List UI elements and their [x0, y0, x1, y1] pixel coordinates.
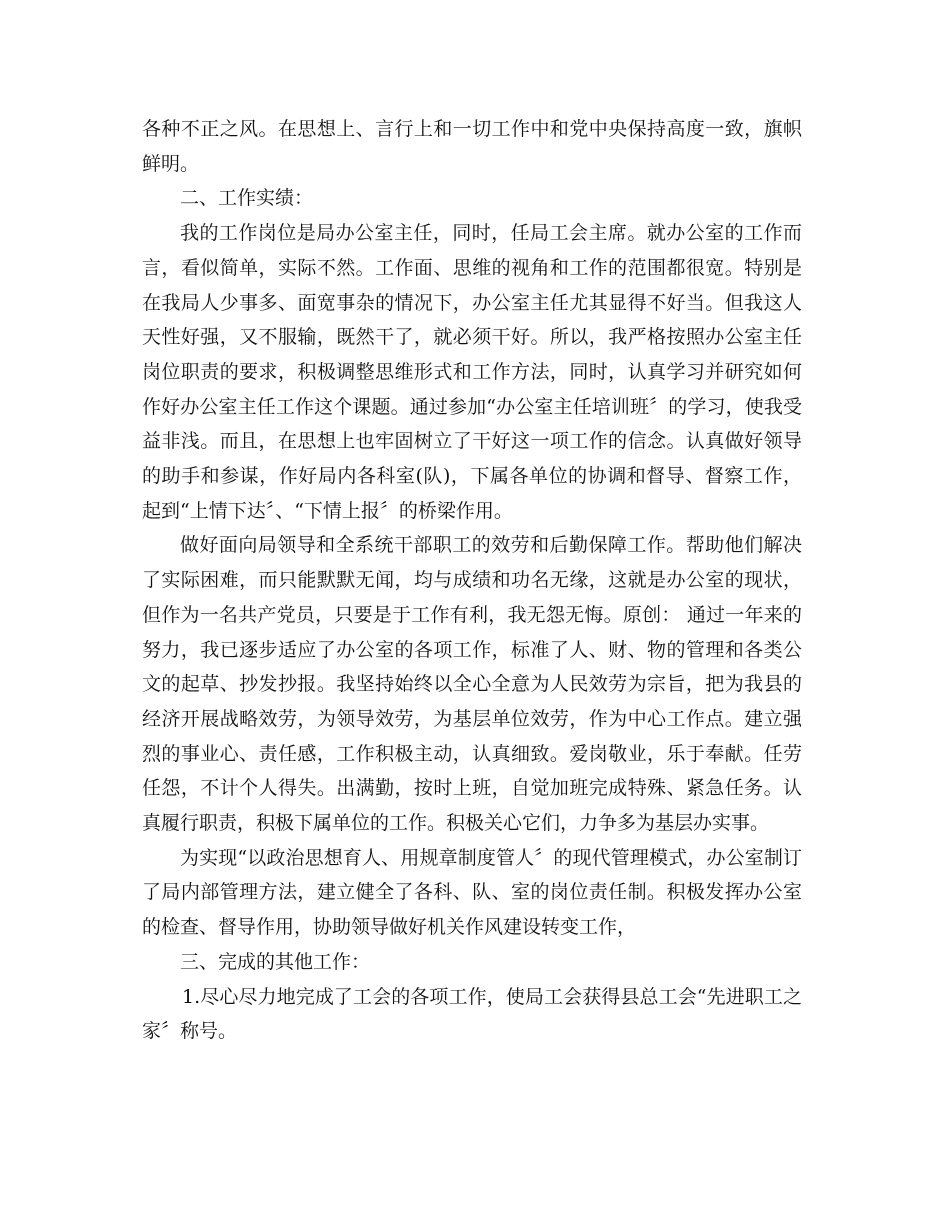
paragraph-management-model: 为实现“以政治思想育人、用规章制度管人〞的现代管理模式，办公室制订了局内部管理方法，建立健全了各科、队、室的岗位责任制。积极发挥办公室的检查、督导作用，协助领导做好机关作风建设转变工作， [142, 846, 802, 939]
paragraph-job-position: 我的工作岗位是局办公室主任，同时，任局工会主席。就办公室的工作而言，看似简单，实际不然。工作面、思维的视角和工作的范围都很宽。特别是在我局人少事多、面宽事杂的情况下，办公室主任尤其显得不好当。但我这人天性好强，又不服输，既然干了，就必须干好。所以，我严格按照办公室主任岗位职责的要求，积极调整思维形式和工作方法，同时，认真学习并研究如何作好办公室主任工作这个课题。通过参加“办公室主任培训班〞的学习，使我受益非浅。而且，在思想上也牢固树立了干好这一项工作的信念。认真做好领导的助手和参谋，作好局内各科室(队)，下属各单位的协调和督导、督察工作，起到“上情下达〞、“下情上报〞的桥梁作用。 [142, 222, 802, 522]
document-body [142, 112, 802, 1049]
list-item-union-work: 1.尽心尽力地完成了工会的各项工作，使局工会获得县总工会“先进职工之家〞称号。 [142, 985, 802, 1043]
paragraph-service-work: 做好面向局领导和全系统干部职工的效劳和后勤保障工作。帮助他们解决了实际困难，而只能默默无闻，均与成绩和功名无缘，这就是办公室的现状，但作为一名共产党员，只要是于工作有利，我无怨无悔。原创： 通过一年来的努力，我已逐步适应了办公室的各项工作，标准了人、财、物的管理和各类公文的起草、抄发抄报。我坚持始终以全心全意为人民效劳为宗旨，把为我县的经济开展战略效劳，为领导效劳，为基层单位效劳，作为中心工作点。建立强烈的事业心、责任感，工作积极主动，认真细致。爱岗敬业，乐于奉献。任劳任怨，不计个人得失。出满勤，按时上班，自觉加班完成特殊、紧急任务。认真履行职责，积极下属单位的工作。积极关心它们，力争多为基层办实事。 [142, 534, 802, 835]
section-heading-other-work: 三、完成的其他工作： [180, 950, 371, 973]
section-heading-work-achievements: 二、工作实绩： [180, 187, 314, 210]
paragraph-continuation: 各种不正之风。在思想上、言行上和一切工作中和党中央保持高度一致，旗帜鲜明。 [142, 118, 802, 175]
